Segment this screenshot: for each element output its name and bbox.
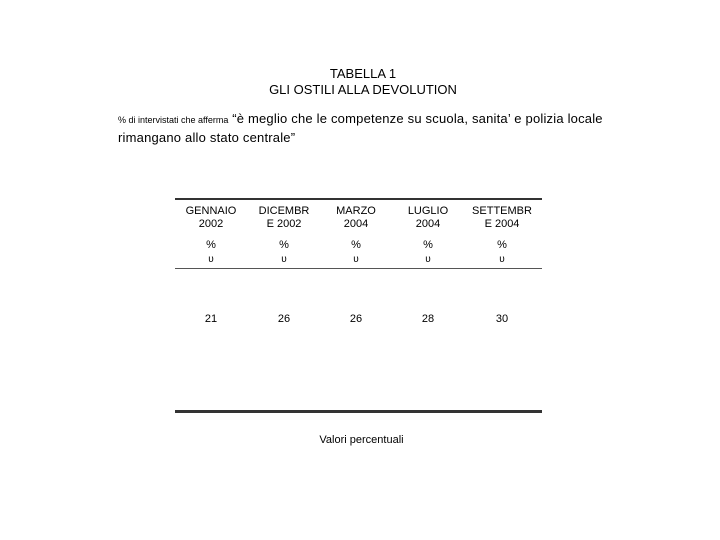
column-unit-glyph: υ: [425, 254, 431, 265]
question-quote: “è meglio che le competenze su scuola, sanita’ e polizia locale rimangano allo stato centrale”: [118, 111, 603, 145]
table-header-rule: [175, 268, 542, 269]
column-value: 26: [349, 313, 363, 325]
column-header: SETTEMBR E 2004: [472, 205, 532, 230]
column-header: MARZO 2004: [336, 205, 376, 230]
column-unit: %: [351, 239, 361, 251]
column-value: 26: [277, 313, 291, 325]
column-unit: %: [497, 239, 507, 251]
column-header: GENNAIO 2002: [185, 205, 237, 230]
column-value: 30: [495, 313, 509, 325]
survey-question: [118, 110, 618, 146]
table-bottom-rule: [175, 410, 542, 413]
column-value: 21: [204, 313, 218, 325]
table-title: TABELLA 1: [329, 66, 397, 81]
column-unit: %: [206, 239, 216, 251]
table-top-rule: [175, 198, 542, 200]
column-header: LUGLIO 2004: [407, 205, 449, 230]
table-subtitle: GLI OSTILI ALLA DEVOLUTION: [269, 82, 457, 97]
column-unit-glyph: υ: [353, 254, 359, 265]
column-unit-glyph: υ: [499, 254, 505, 265]
column-value: 28: [421, 313, 435, 325]
table-footnote: Valori percentuali: [319, 434, 404, 446]
column-unit: %: [279, 239, 289, 251]
question-prefix: % di intervistati che afferma: [118, 115, 229, 125]
column-unit-glyph: υ: [208, 254, 214, 265]
column-header: DICEMBR E 2002: [258, 205, 310, 230]
column-unit-glyph: υ: [281, 254, 287, 265]
column-unit: %: [423, 239, 433, 251]
